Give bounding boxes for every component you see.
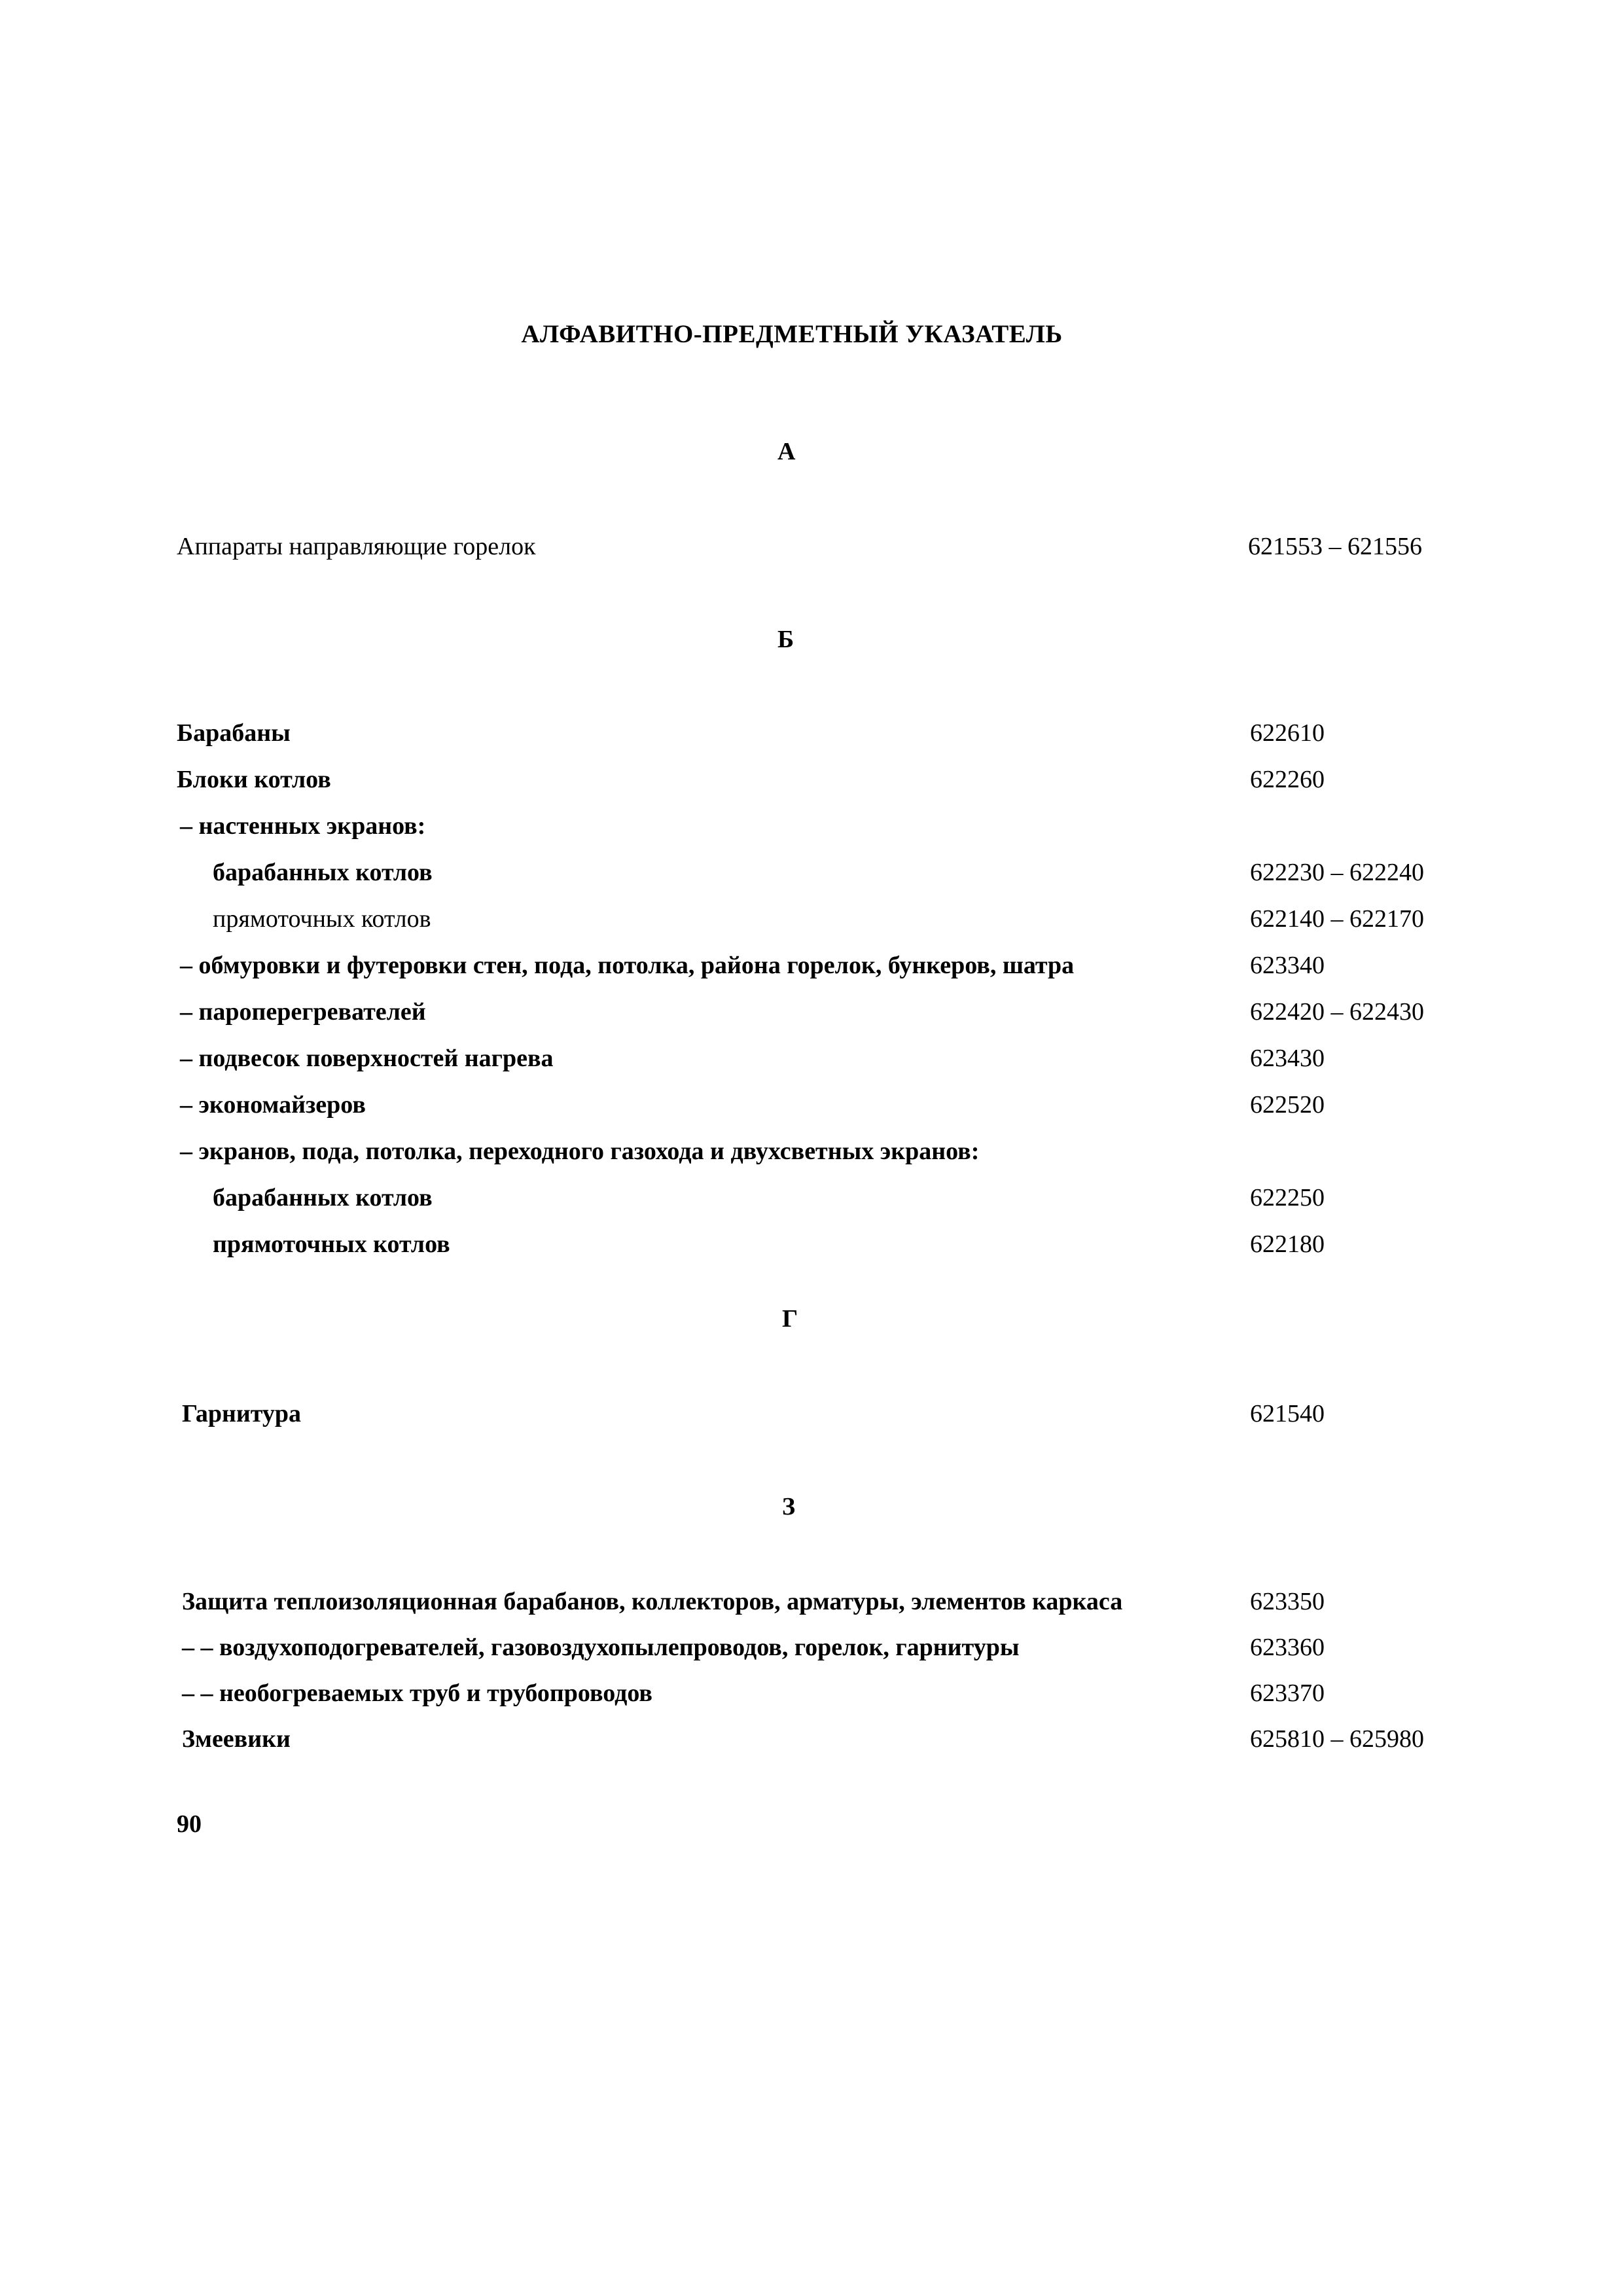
entry-code: 622260 bbox=[1250, 766, 1325, 793]
entry-text: Аппараты направляющие горелок bbox=[177, 533, 536, 560]
entry-text: – – необогреваемых труб и трубопроводов bbox=[182, 1679, 652, 1707]
entry-code: 622250 bbox=[1250, 1184, 1325, 1211]
entry-code: 625810 – 625980 bbox=[1250, 1725, 1424, 1753]
section-letter-g: Г bbox=[782, 1305, 798, 1333]
entry-text: барабанных котлов bbox=[213, 859, 433, 886]
entry-text: – подвесок поверхностей нагрева bbox=[180, 1045, 554, 1072]
entry-code: 622420 – 622430 bbox=[1250, 998, 1424, 1026]
entry-code: 622610 bbox=[1250, 719, 1325, 747]
entry-code: 623360 bbox=[1250, 1634, 1325, 1661]
entry-text: Барабаны bbox=[177, 719, 291, 747]
entry-code: 623340 bbox=[1250, 952, 1325, 979]
section-letter-z: З bbox=[782, 1493, 796, 1520]
entry-text: – экранов, пода, потолка, переходного газохода и двухсветных экранов: bbox=[180, 1138, 980, 1165]
entry-text: прямоточных котлов bbox=[213, 1230, 450, 1258]
entry-code: 621540 bbox=[1250, 1400, 1325, 1427]
page-title: АЛФАВИТНО-ПРЕДМЕТНЫЙ УКАЗАТЕЛЬ bbox=[521, 320, 1063, 348]
entry-text: – пароперегревателей bbox=[180, 998, 426, 1026]
entry-code: 621553 – 621556 bbox=[1248, 533, 1422, 560]
entry-code: 623430 bbox=[1250, 1045, 1325, 1072]
entry-text: Змеевики bbox=[182, 1725, 291, 1753]
section-letter-b: Б bbox=[777, 626, 794, 653]
entry-code: 622180 bbox=[1250, 1230, 1325, 1258]
section-letter-a: А bbox=[777, 438, 796, 465]
entry-code: 622140 – 622170 bbox=[1250, 905, 1424, 933]
page-number: 90 bbox=[177, 1810, 202, 1838]
entry-code: 622520 bbox=[1250, 1091, 1325, 1119]
entry-text: – обмуровки и футеровки стен, пода, потолка, района горелок, бункеров, шатра bbox=[180, 952, 1075, 979]
entry-text: барабанных котлов bbox=[213, 1184, 433, 1211]
entry-code: 623350 bbox=[1250, 1588, 1325, 1615]
entry-text: Блоки котлов bbox=[177, 766, 331, 793]
entry-code: 623370 bbox=[1250, 1679, 1325, 1707]
entry-text: Защита теплоизоляционная барабанов, коллекторов, арматуры, элементов каркаса bbox=[182, 1588, 1123, 1615]
entry-code: 622230 – 622240 bbox=[1250, 859, 1424, 886]
entry-text: – настенных экранов: bbox=[180, 812, 426, 840]
entry-text: прямоточных котлов bbox=[213, 905, 431, 933]
entry-text: – экономайзеров bbox=[180, 1091, 366, 1119]
entry-text: Гарнитура bbox=[182, 1400, 302, 1427]
entry-text: – – воздухоподогревателей, газовоздухопылепроводов, горелок, гарнитуры bbox=[182, 1634, 1020, 1661]
